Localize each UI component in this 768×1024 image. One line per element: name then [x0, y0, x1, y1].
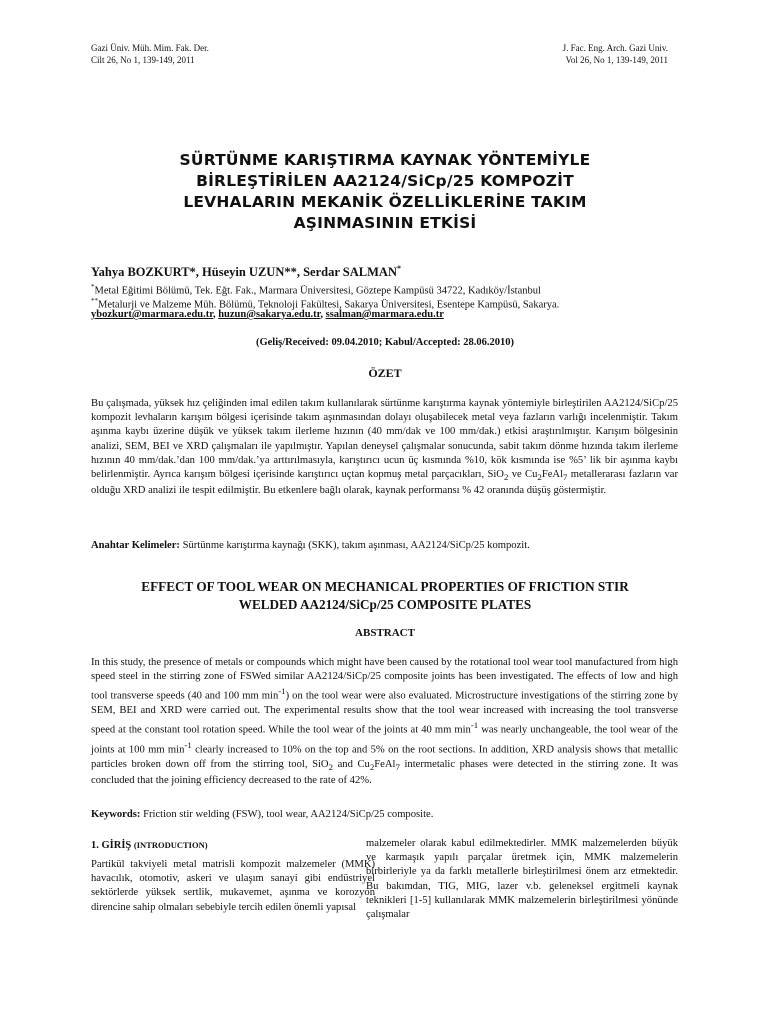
intro-column-right: malzemeler olarak kabul edilmektedirler. MMK malzemelerden büyük ve karmaşık yapılı parçalar üretmek için, MMK malzemelerin birbirleriyle ya da farklı metallerle birleştirilmesi önem arz etmektedir. Bu bakımdan, TIG, MIG, lazer v.b. geleneksel ergitmeli kaynak teknikleri [1-5] kullanılarak MMK malzemelerin birleştirilmesi yönünde çalışmalar	[366, 838, 678, 921]
abstract-text: was nearly unchangeable, the tool wear of the joints at 100 mm min	[91, 724, 678, 756]
abstract-text: ) on the tool wear were also evaluated. Microstructure investigations of the stirring zone by SEM, BEI and XRD were carried out. The experimental results show that the tool wear increased with increasing the tool transverse speed at the constant tool rotation speed. While the tool wear of the joints at 40 mm min	[91, 690, 678, 736]
title-en-line: WELDED AA2124/SiCp/25 COMPOSITE PLATES	[238, 597, 532, 612]
anahtar-kelimeler	[91, 540, 678, 551]
ozet-text: FeAl	[541, 469, 564, 481]
journal-header-tr	[91, 42, 209, 66]
title-tr-line: SÜRTÜNME KARIŞTIRMA KAYNAK YÖNTEMİYLE	[179, 151, 591, 169]
superscript: -1	[470, 720, 479, 731]
separator: ,	[320, 309, 326, 320]
author-name: Yahya BOZKURT	[91, 265, 190, 280]
ozet-text: ve Cu	[508, 469, 538, 481]
author-mark: **	[284, 265, 297, 280]
author-name: Hüseyin UZUN	[202, 265, 285, 280]
journal-volume-tr: Cilt 26, No 1, 139-149, 2011	[91, 55, 195, 65]
abstract-paragraph	[91, 656, 678, 788]
affiliation-mark: **	[91, 297, 98, 305]
separator: ,	[212, 309, 219, 320]
separator: ,	[195, 265, 203, 280]
affiliation-mark: *	[91, 283, 95, 291]
affiliation-text: Metalurji ve Malzeme Müh. Bölümü, Teknoloji Fakültesi, Sakarya Üniversitesi, Esentepe Kampüsü, Sakarya.	[98, 299, 560, 311]
keywords	[91, 809, 678, 820]
title-tr-line: AŞINMASININ ETKİSİ	[293, 214, 477, 232]
title-tr-line: LEVHALARIN MEKANİK ÖZELLİKLERİNE TAKIM	[183, 193, 587, 211]
subscript: 2	[537, 472, 542, 483]
author-list	[91, 264, 401, 280]
journal-volume-en: Vol 26, No 1, 139-149, 2011	[565, 55, 668, 65]
affiliation-text: Metal Eğitimi Bölümü, Tek. Eğt. Fak., Marmara Üniversitesi, Göztepe Kampüsü 34722, Kadıköy/İstanbul	[94, 285, 541, 297]
paper-title-english	[90, 578, 680, 614]
author-emails	[91, 309, 444, 320]
journal-name-tr: Gazi Üniv. Müh. Mim. Fak. Der.	[91, 43, 209, 53]
separator: ,	[296, 265, 304, 280]
heading-text: 1. GİRİŞ	[91, 840, 134, 851]
email-link[interactable]: ssalman@marmara.edu.tr	[325, 309, 444, 320]
keywords-label: Keywords:	[91, 809, 141, 820]
subscript: 2	[328, 761, 333, 772]
ozet-text: metallerarası fazların var olduğu XRD analizi ile tespit edilmiştir. Bu etkenlere bağlı olarak, kaynak performansı % 42 oranında düşüş göstermiştir.	[91, 469, 678, 497]
author-mark: *	[189, 265, 196, 280]
superscript: -1	[278, 686, 286, 697]
email-link[interactable]: huzun@sakarya.edu.tr	[218, 309, 321, 320]
subscript: 2	[369, 761, 375, 772]
journal-header-en	[563, 42, 668, 66]
title-en-line: EFFECT OF TOOL WEAR ON MECHANICAL PROPERTIES OF FRICTION STIR	[141, 579, 629, 594]
paper-title-turkish	[90, 150, 680, 234]
abstract-text: and Cu	[332, 758, 370, 770]
subscript: 7	[563, 472, 568, 483]
received-accepted-dates: (Geliş/Received: 09.04.2010; Kabul/Accepted: 28.06.2010)	[255, 337, 515, 348]
ozet-text: Bu çalışmada, yüksek hız çeliğinden imal edilen takım kullanılarak sürtünme karıştırma kaynak yöntemiyle birleştirilen AA2124/SiCp/25 kompozit levhaların karışım bölgesi içerisinde takım aşınmasından dolayı oluşabilecek metal veya fazların varlığı incelenmiştir. Takım aşınma kaybı üzerine düşük ve yüksek takım ilerleme hızının (40 mm/dak ve 100 mm/dak.) etkisi araştırılmıştır. Karışım bölgesinin analizi, SEM, BEI ve XRD çalışmaları ile yapılmıştır. Yapılan deneysel çalışmalar sonucunda, sabit takım dönme hızında takım ilerleme hızının 40 mm/dak.’dan 100 mm/dak.’ya arttırılmasıyla, karıştırıcı ucun üç kısmında %10, kök kısmında ise %5’ lik bir aşınma kaybı belirlenmiştir. Ayrıca karışım bölgesi içerisinde karıştırıcı uçtan kopmuş metal parçacıkları, SiO	[91, 398, 678, 481]
subscript: 7	[395, 761, 400, 772]
abstract-text: clearly increased to 10% on the top and 5% on the root sections. In addition, XRD analysis shows that metallic particles broken down off from the stirring tool, SiO	[91, 744, 678, 770]
abstract-heading: ABSTRACT	[355, 627, 415, 639]
keywords-text: Sürtünme karıştırma kaynağı (SKK), takım aşınması, AA2124/SiCp/25 kompozit.	[179, 540, 530, 551]
ozet-paragraph	[91, 397, 678, 499]
author-name: Serdar SALMAN	[303, 265, 397, 280]
ozet-heading: ÖZET	[368, 366, 402, 380]
abstract-text: FeAl	[374, 758, 396, 770]
title-tr-line: BİRLEŞTİRİLEN AA2124/SiCp/25 KOMPOZİT	[196, 172, 574, 190]
email-link[interactable]: ybozkurt@marmara.edu.tr	[91, 309, 213, 320]
keywords-label: Anahtar Kelimeler:	[91, 540, 180, 551]
subscript: 2	[503, 472, 509, 483]
heading-translation: (INTRODUCTION)	[133, 840, 208, 850]
superscript: -1	[184, 740, 192, 751]
keywords-text: Friction stir welding (FSW), tool wear, AA2124/SiCp/25 composite.	[140, 809, 434, 820]
author-mark: *	[396, 264, 401, 273]
journal-name-en: J. Fac. Eng. Arch. Gazi Univ.	[562, 43, 668, 53]
intro-column-left: Partikül takviyeli metal matrisli kompozit malzemeler (MMK) havacılık, otomotiv, askeri ve ulaşım sanayi gibi endüstriyel sektörlerde yüksek sertlik, mukavemet, aşınma ve korozyon direncine sahip olmaları sebebiyle tercih edilen önemli yapısal	[91, 859, 375, 913]
abstract-text: intermetalic phases were detected in the stirring zone. It was concluded that the joining efficiency decreased to the rate of 42%.	[91, 758, 678, 787]
abstract-text: In this study, the presence of metals or compounds which might have been caused by the rotational tool wear tool manufactured from high speed steel in the stirring zone of FSWed similar AA2124/SiCp/25 composite joints has been investigated. The effects of low and high tool transverse speeds (40 and 100 mm min	[91, 657, 678, 702]
introduction-heading	[91, 840, 208, 851]
